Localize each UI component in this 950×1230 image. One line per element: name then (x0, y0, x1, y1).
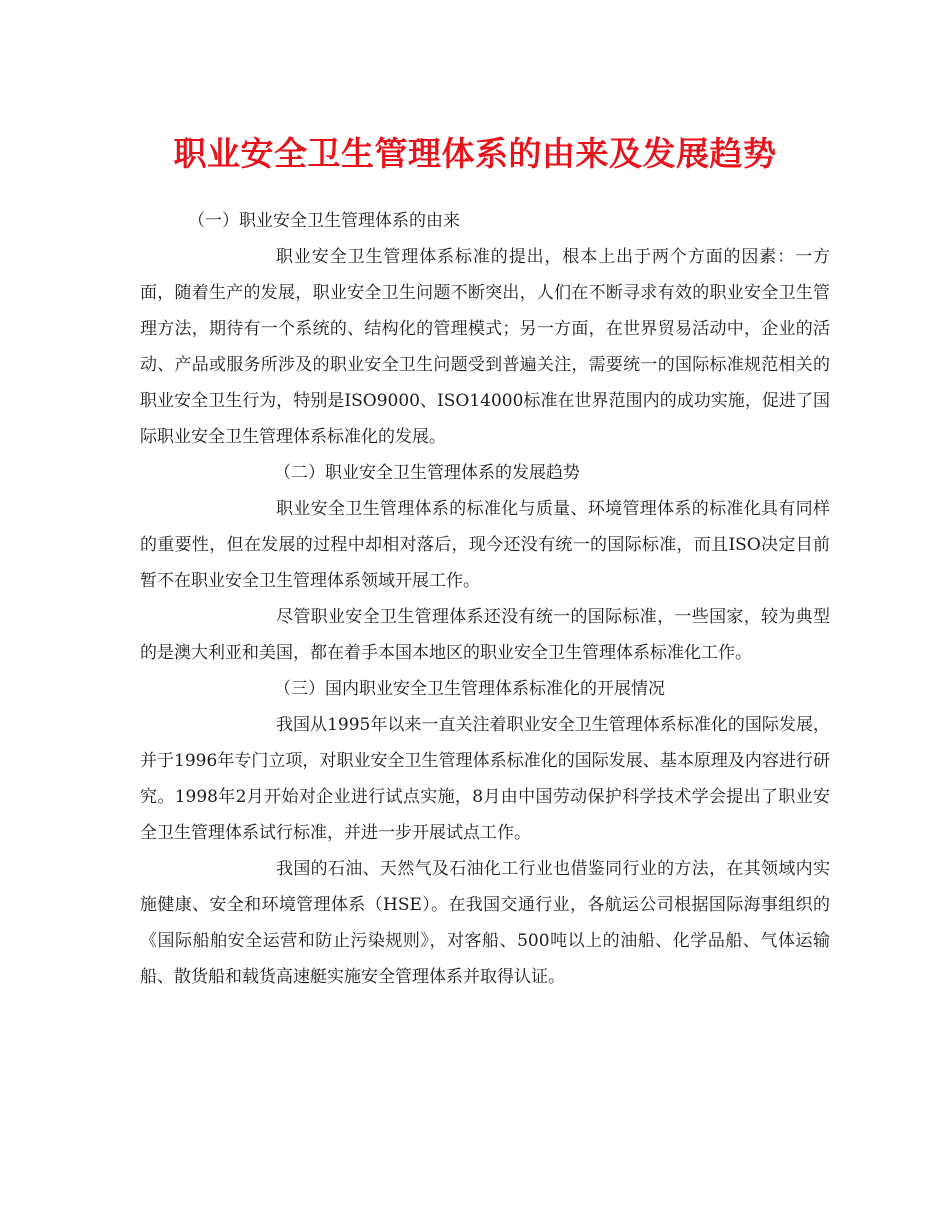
document-title: 职业安全卫生管理体系的由来及发展趋势 (173, 134, 777, 173)
section-heading-2: （二）职业安全卫生管理体系的发展趋势 (274, 463, 580, 483)
section-heading-3: （三）国内职业安全卫生管理体系标准化的开展情况 (274, 679, 665, 699)
document-body (140, 203, 830, 995)
section-2-paragraph-2: 尽管职业安全卫生管理体系还没有统一的国际标准，一些国家，较为典型的是澳大利亚和美国，都在着手本国本地区的职业安全卫生管理体系标准化工作。 (140, 607, 830, 663)
section-3-paragraph-1: 我国从1995年以来一直关注着职业安全卫生管理体系标准化的国际发展，并于1996年专门立项，对职业安全卫生管理体系标准化的国际发展、基本原理及内容进行研究。1998年2月开始对企业进行试点实施，8月由中国劳动保护科学技术学会提出了职业安全卫生管理体系试行标准，并进一步开展试点工作。 (140, 715, 830, 843)
section-2-paragraph-1: 职业安全卫生管理体系的标准化与质量、环境管理体系的标准化具有同样的重要性，但在发展的过程中却相对落后，现今还没有统一的国际标准，而且ISO决定目前暂不在职业安全卫生管理体系领域开展工作。 (140, 499, 830, 591)
section-1-paragraph-1: 职业安全卫生管理体系标准的提出，根本上出于两个方面的因素：一方面，随着生产的发展，职业安全卫生问题不断突出，人们在不断寻求有效的职业安全卫生管理方法，期待有一个系统的、结构化的管理模式；另一方面，在世界贸易活动中，企业的活动、产品或服务所涉及的职业安全卫生问题受到普遍关注，需要统一的国际标准规范相关的职业安全卫生行为，特别是ISO9000、ISO14000标准在世界范围内的成功实施，促进了国际职业安全卫生管理体系标准化的发展。 (140, 247, 830, 447)
section-3-paragraph-2: 我国的石油、天然气及石油化工行业也借鉴同行业的方法，在其领域内实施健康、安全和环境管理体系（HSE）。在我国交通行业，各航运公司根据国际海事组织的《国际船舶安全运营和防止污染规则》，对客船、500吨以上的油船、化学品船、气体运输船、散货船和载货高速艇实施安全管理体系并取得认证。 (140, 859, 830, 987)
section-heading-1: （一）职业安全卫生管理体系的由来 (188, 211, 460, 231)
